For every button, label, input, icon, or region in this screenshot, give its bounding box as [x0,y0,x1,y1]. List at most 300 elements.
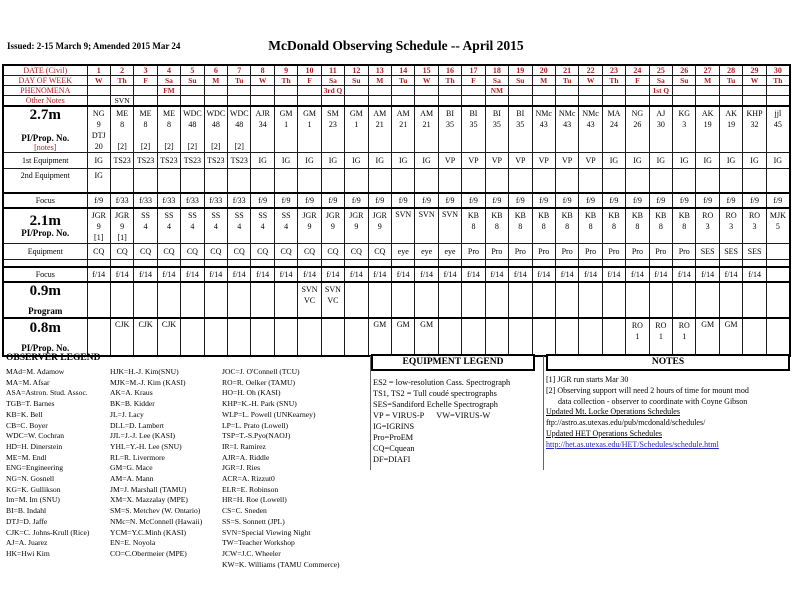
program-09m-col-19 [509,282,532,318]
observer-legend-entry: KHP=K.-H. Park (SNU) [222,399,297,409]
pi-21m-col-12: JGR 9 [345,208,368,244]
phenomena-col-13 [368,86,391,96]
pi-27m-col-4: ME 8 [2] [157,106,180,153]
date-col-20: 20 [532,65,555,76]
pi-21m-col-8: SS 4 [251,208,274,244]
date-col-13: 13 [368,65,391,76]
pi-27m-col-29: KHP 32 [743,106,766,153]
note-line: Updated HET Operations Schedules [546,428,663,438]
date-col-22: 22 [579,65,602,76]
focus-27m-col-20: f/9 [532,193,555,208]
pi-21m-col-27: RO 3 [696,208,719,244]
phenomena-col-4: FM [157,86,180,96]
observer-legend-entry: Im=M. Im (SNU) [6,495,60,505]
spacer-21m-col-21 [555,259,578,267]
focus-21m-col-22: f/14 [579,267,602,282]
equipment1-27m-col-22: VP [579,153,602,169]
program-09m-col-23 [602,282,625,318]
equipment-legend-entry: IG=IGRINS [373,422,415,431]
spacer-21m-col-20 [532,259,555,267]
program-09m-col-7 [228,282,251,318]
program-09m-col-15 [415,282,438,318]
pi-21m-col-9: SS 4 [274,208,297,244]
pi-21m-col-1: JGR 9 [1] [87,208,110,244]
day-of-week-col-22: W [579,76,602,86]
observer-legend-entry: YCM=Y.C.Minh (KASI) [110,527,187,537]
equipment-21m-col-25: Pro [649,243,672,259]
observer-legend-entry: KW=K. Williams (TAMU Commerce) [222,559,340,569]
equipment2-27m-col-15 [415,169,438,193]
row-spacer-21m [3,259,87,267]
date-col-19: 19 [509,65,532,76]
equipment-21m-col-18: Pro [485,243,508,259]
date-col-25: 25 [649,65,672,76]
equipment-21m-col-17: Pro [462,243,485,259]
observer-legend-entry: KG=K. Gullikson [6,484,61,494]
date-col-16: 16 [438,65,461,76]
equipment-legend-entry: DF=DIAFI [373,455,411,464]
pi-21m-col-5: SS 4 [181,208,204,244]
other-note-col-6 [204,96,227,107]
focus-27m-col-29: f/9 [743,193,766,208]
pi-08m-col-22 [579,318,602,356]
note-line: data collection - observer to coordinate with Coyne Gibson [558,396,748,406]
date-col-24: 24 [626,65,649,76]
pi-21m-col-11: JGR 9 [321,208,344,244]
pi-08m-col-3: CJK [134,318,157,356]
pi-21m-col-22: KB 8 [579,208,602,244]
equipment1-27m-col-8: IG [251,153,274,169]
day-of-week-col-14: Tu [391,76,414,86]
pi-27m-col-22: NMc 43 [579,106,602,153]
pi-27m-col-23: MA 24 [602,106,625,153]
date-col-10: 10 [298,65,321,76]
pi-27m-col-14: AM 21 [391,106,414,153]
equipment2-27m-col-18 [485,169,508,193]
section-label-21m [3,208,87,244]
equipment1-27m-col-10: IG [298,153,321,169]
pi-08m-col-13: GM [368,318,391,356]
equipment1-27m-col-4: TS23 [157,153,180,169]
equipment1-27m-col-18: VP [485,153,508,169]
focus-27m-col-2: f/33 [110,193,133,208]
equipment2-27m-col-3 [134,169,157,193]
program-09m-col-12 [345,282,368,318]
equipment1-27m-col-14: IG [391,153,414,169]
pi-08m-col-27: GM [696,318,719,356]
row-label-date: DATE (Civil) [3,65,87,76]
other-note-col-5 [181,96,204,107]
pi-27m-col-16: BI 35 [438,106,461,153]
spacer-21m-col-22 [579,259,602,267]
equipment2-27m-col-28 [719,169,742,193]
observer-legend-entry: XM=X. Mazzalay (MPE) [110,495,188,505]
observer-legend-entry: JM=J. Marshall (TAMU) [110,484,187,494]
other-note-col-30 [766,96,790,107]
pi-08m-col-29 [743,318,766,356]
observer-legend-entry: JCW=J.C. Wheeler [222,548,281,558]
date-col-1: 1 [87,65,110,76]
phenomena-col-7 [228,86,251,96]
equipment2-27m-col-2 [110,169,133,193]
focus-21m-col-19: f/14 [509,267,532,282]
row-label-other-notes: Other Notes [3,96,87,107]
notes-label-27m: [notes] [34,142,57,152]
observer-legend-entry: SS=S. Sonnett (JPL) [222,516,285,526]
day-of-week-col-21: Tu [555,76,578,86]
observer-legend-entry: BK=B. Kidder [110,399,155,409]
pi-08m-col-11 [321,318,344,356]
observer-legend-entry: EN=E. Noyola [110,538,156,548]
equipment-21m-col-12: CQ [345,243,368,259]
equipment1-27m-col-28: IG [719,153,742,169]
focus-21m-col-4: f/14 [157,267,180,282]
pi-08m-col-8 [251,318,274,356]
row-label-dow: DAY OF WEEK [3,76,87,86]
telescope-name-27m: 2.7m [29,106,61,123]
focus-27m-col-18: f/9 [485,193,508,208]
pi-08m-col-17 [462,318,485,356]
pi-21m-col-30: MJK 5 [766,208,790,244]
observer-legend-columns [6,367,368,570]
day-of-week-col-3: F [134,76,157,86]
pi-21m-col-7: SS 4 [228,208,251,244]
equipment-legend-entry: VP = VIRUS-P VW=VIRUS-W [373,411,491,420]
focus-27m-col-12: f/9 [345,193,368,208]
pi-08m-col-14: GM [391,318,414,356]
observer-legend-col3 [222,367,368,570]
observer-legend-entry: CB=C. Boyer [6,420,48,430]
equipment2-27m-col-16 [438,169,461,193]
observer-legend-entry: JOC=J. O'Connell (TCU) [222,367,300,376]
equipment1-27m-col-30: IG [766,153,790,169]
pi-prop-label-08m: PI/Prop. No. [21,343,70,353]
focus-27m-col-23: f/9 [602,193,625,208]
focus-27m-col-15: f/9 [415,193,438,208]
observer-legend-entry: DTJ=D. Jaffe [6,516,48,526]
equipment1-27m-col-27: IG [696,153,719,169]
equipment1-27m-col-9: IG [274,153,297,169]
phenomena-col-28 [719,86,742,96]
program-09m-col-17 [462,282,485,318]
focus-27m-col-4: f/33 [157,193,180,208]
observer-legend-entry: HR=H. Roe (Lowell) [222,495,287,505]
observer-legend-entry: AJ=A. Juarez [6,538,48,548]
spacer-21m-col-30 [766,259,790,267]
focus-21m-col-11: f/14 [321,267,344,282]
focus-21m-col-2: f/14 [110,267,133,282]
section-label-08m [3,318,87,356]
other-note-col-1 [87,96,110,107]
section-label-27m [3,106,87,153]
pi-27m-col-3: ME 8 [2] [134,106,157,153]
day-of-week-col-8: W [251,76,274,86]
pi-21m-col-18: KB 8 [485,208,508,244]
phenomena-col-16 [438,86,461,96]
program-09m-col-14 [391,282,414,318]
phenomena-col-14 [391,86,414,96]
pi-21m-col-10: JGR 9 [298,208,321,244]
equipment-21m-col-26: Pro [673,243,696,259]
spacer-21m-col-4 [157,259,180,267]
focus-21m-col-30 [766,267,790,282]
section-label-09m [3,282,87,318]
equipment1-27m-col-6: TS23 [204,153,227,169]
equipment-21m-col-13: CQ [368,243,391,259]
equipment1-27m-col-5: TS23 [181,153,204,169]
equipment1-27m-col-21: VP [555,153,578,169]
note-line: [1] JGR run starts Mar 30 [546,375,629,384]
pi-prop-label-21m: PI/Prop. No. [21,227,70,238]
equipment1-27m-col-29: IG [743,153,766,169]
pi-21m-col-26: KB 8 [673,208,696,244]
focus-27m-col-26: f/9 [673,193,696,208]
pi-27m-col-24: NG 26 [626,106,649,153]
pi-21m-col-3: SS 4 [134,208,157,244]
phenomena-col-29 [743,86,766,96]
equipment-21m-col-24: Pro [626,243,649,259]
pi-08m-col-16 [438,318,461,356]
row-label-2nd-equipment: 2nd Equipment [3,169,87,193]
observer-legend-entry: HK=Hwi Kim [6,548,50,558]
observer-legend-entry: GM=G. Mace [110,463,153,473]
date-col-8: 8 [251,65,274,76]
day-of-week-col-12: Su [345,76,368,86]
pi-08m-col-5 [181,318,204,356]
program-09m-col-18 [485,282,508,318]
day-of-week-col-26: Su [673,76,696,86]
observer-legend-entry: ME=M. Endl [6,452,47,462]
equipment2-27m-col-14 [391,169,414,193]
pi-08m-col-18 [485,318,508,356]
equipment-21m-col-5: CQ [181,243,204,259]
day-of-week-col-7: Tu [228,76,251,86]
focus-27m-col-28: f/9 [719,193,742,208]
equipment2-27m-col-22 [579,169,602,193]
pi-27m-col-20: NMc 43 [532,106,555,153]
spacer-21m-col-2 [110,259,133,267]
program-09m-col-25 [649,282,672,318]
equipment-21m-col-4: CQ [157,243,180,259]
focus-21m-col-23: f/14 [602,267,625,282]
other-note-col-16 [438,96,461,107]
focus-27m-col-9: f/9 [274,193,297,208]
day-of-week-col-24: F [626,76,649,86]
phenomena-col-15 [415,86,438,96]
spacer-21m-col-6 [204,259,227,267]
equipment2-27m-col-21 [555,169,578,193]
program-09m-col-24 [626,282,649,318]
focus-27m-col-5: f/33 [181,193,204,208]
day-of-week-col-11: Sa [321,76,344,86]
focus-27m-col-17: f/9 [462,193,485,208]
spacer-21m-col-8 [251,259,274,267]
observer-legend-entry: ELR=E. Robinson [222,484,279,494]
observer-legend-entry: YHL=Y.-H. Lee (SNU) [110,441,182,451]
pi-27m-col-6: WDC 48 [2] [204,106,227,153]
equipment-21m-col-6: CQ [204,243,227,259]
other-note-col-11 [321,96,344,107]
equipment2-27m-col-10 [298,169,321,193]
equipment2-27m-col-25 [649,169,672,193]
pi-21m-col-16: SVN [438,208,461,244]
observer-legend-entry: TW=Teacher Workshop [222,538,295,548]
day-of-week-col-2: Th [110,76,133,86]
note-line: ftp://astro.as.utexas.edu/pub/mcdonald/schedules/ [546,418,706,428]
observer-legend-entry: IR=I. Ramirez [222,441,266,451]
day-of-week-col-25: Sa [649,76,672,86]
notes-lines [546,375,790,451]
observer-legend-entry: NG=N. Gosnell [6,474,55,484]
pi-21m-col-23: KB 8 [602,208,625,244]
pi-27m-col-27: AK 19 [696,106,719,153]
observer-legend-entry: BI=B. Indahl [6,506,47,516]
other-note-col-13 [368,96,391,107]
date-col-30: 30 [766,65,790,76]
observer-legend-entry: MJK=M.-J. Kim (KASI) [110,377,186,387]
phenomena-col-10 [298,86,321,96]
observer-legend-entry: AJR=A. Riddle [222,452,270,462]
pi-08m-col-28: GM [719,318,742,356]
equipment-legend-entry: ES2 = low-resolution Cass. Spectrograph [373,378,511,387]
focus-27m-col-24: f/9 [626,193,649,208]
focus-27m-col-14: f/9 [391,193,414,208]
equipment1-27m-col-3: TS23 [134,153,157,169]
pi-27m-col-5: WDC 48 [2] [181,106,204,153]
equipment1-27m-col-16: VP [438,153,461,169]
pi-21m-col-21: KB 8 [555,208,578,244]
pi-21m-col-14: SVN [391,208,414,244]
day-of-week-col-17: F [462,76,485,86]
telescope-name-09m: 0.9m [29,283,61,299]
het-schedule-link[interactable]: http://het.as.utexas.edu/HET/Schedules/schedule.html [546,439,719,449]
pi-27m-col-10: GM 1 [298,106,321,153]
date-col-6: 6 [204,65,227,76]
equipment-21m-col-7: CQ [228,243,251,259]
spacer-21m-col-15 [415,259,438,267]
observer-legend-entry: NMc=N. McConnell (Hawaii) [110,516,203,526]
observer-legend-entry: CO=C.Obermeier (MPE) [110,548,187,558]
observer-legend-entry: MAd=M. Adamow [6,367,65,376]
row-label-focus-21m: Focus [3,267,87,282]
equipment1-27m-col-19: VP [509,153,532,169]
pi-21m-col-19: KB 8 [509,208,532,244]
spacer-21m-col-17 [462,259,485,267]
pi-08m-col-6 [204,318,227,356]
observer-legend-entry: WDC=W. Cochran [6,431,64,441]
focus-21m-col-12: f/14 [345,267,368,282]
phenomena-col-2 [110,86,133,96]
day-of-week-col-20: M [532,76,555,86]
focus-27m-col-8: f/9 [251,193,274,208]
observer-legend-entry: LP=L. Prato (Lowell) [222,420,289,430]
date-col-9: 9 [274,65,297,76]
focus-27m-col-13: f/9 [368,193,391,208]
pi-21m-col-25: KB 8 [649,208,672,244]
focus-21m-col-13: f/14 [368,267,391,282]
phenomena-col-24 [626,86,649,96]
day-of-week-col-27: M [696,76,719,86]
spacer-21m-col-25 [649,259,672,267]
pi-27m-col-25: AJ 30 [649,106,672,153]
equipment2-27m-col-24 [626,169,649,193]
phenomena-col-17 [462,86,485,96]
phenomena-col-21 [555,86,578,96]
focus-21m-col-6: f/14 [204,267,227,282]
spacer-21m-col-1 [87,259,110,267]
observer-legend-entry: AK=A. Kraus [110,388,153,398]
equipment2-27m-col-12 [345,169,368,193]
pi-08m-col-19 [509,318,532,356]
focus-21m-col-21: f/14 [555,267,578,282]
date-col-27: 27 [696,65,719,76]
spacer-21m-col-14 [391,259,414,267]
focus-21m-col-25: f/14 [649,267,672,282]
observer-legend-entry: ACR=A. Rizzut0 [222,474,275,484]
row-label-1st-equipment: 1st Equipment [3,153,87,169]
equipment-legend-title: EQUIPMENT LEGEND [371,354,535,371]
observer-legend-entry: TSP=T.-S.Pyo(NAOJ) [222,431,291,441]
equipment-21m-col-16: eye [438,243,461,259]
observer-legend-entry: ENG=Engineering [6,463,64,473]
focus-27m-col-22: f/9 [579,193,602,208]
other-note-col-4 [157,96,180,107]
equipment-21m-col-19: Pro [509,243,532,259]
equipment1-27m-col-17: VP [462,153,485,169]
equipment-21m-col-8: CQ [251,243,274,259]
pi-27m-col-8: AJR 34 [251,106,274,153]
pi-27m-col-18: BI 35 [485,106,508,153]
equipment2-27m-col-29 [743,169,766,193]
row-label-equipment-21m: Equipment [3,243,87,259]
other-note-col-21 [555,96,578,107]
equipment-legend-entry: SES=Sandiford Echelle Spectrograph [373,400,498,409]
other-note-col-7 [228,96,251,107]
phenomena-col-8 [251,86,274,96]
equipment1-27m-col-13: IG [368,153,391,169]
program-label-09m: Program [28,306,63,316]
focus-21m-col-20: f/14 [532,267,555,282]
observer-legend-col1 [6,367,110,570]
other-note-col-18 [485,96,508,107]
date-col-14: 14 [391,65,414,76]
pi-08m-col-26: RO 1 [673,318,696,356]
phenomena-col-30 [766,86,790,96]
phenomena-col-23 [602,86,625,96]
other-note-col-20 [532,96,555,107]
equipment2-27m-col-17 [462,169,485,193]
spacer-21m-col-12 [345,259,368,267]
equipment-21m-col-27: SES [696,243,719,259]
focus-21m-col-3: f/14 [134,267,157,282]
page-title: McDonald Observing Schedule -- April 2015 [268,38,524,53]
spacer-21m-col-11 [321,259,344,267]
observer-legend-entry: MA=M. Afsar [6,377,50,387]
observer-legend-entry: SVN=Special Viewing Night [222,527,311,537]
focus-27m-col-1: f/9 [87,193,110,208]
notes-panel [546,354,790,451]
telescope-name-08m: 0.8m [29,320,61,336]
phenomena-col-1 [87,86,110,96]
other-note-col-3 [134,96,157,107]
pi-21m-col-4: SS 4 [157,208,180,244]
pi-21m-col-29: RO 3 [743,208,766,244]
other-note-col-17 [462,96,485,107]
program-09m-col-22 [579,282,602,318]
pi-08m-col-10 [298,318,321,356]
program-09m-col-10: SVN VC [298,282,321,318]
equipment-legend-entry: CQ=Cquean [373,444,415,453]
